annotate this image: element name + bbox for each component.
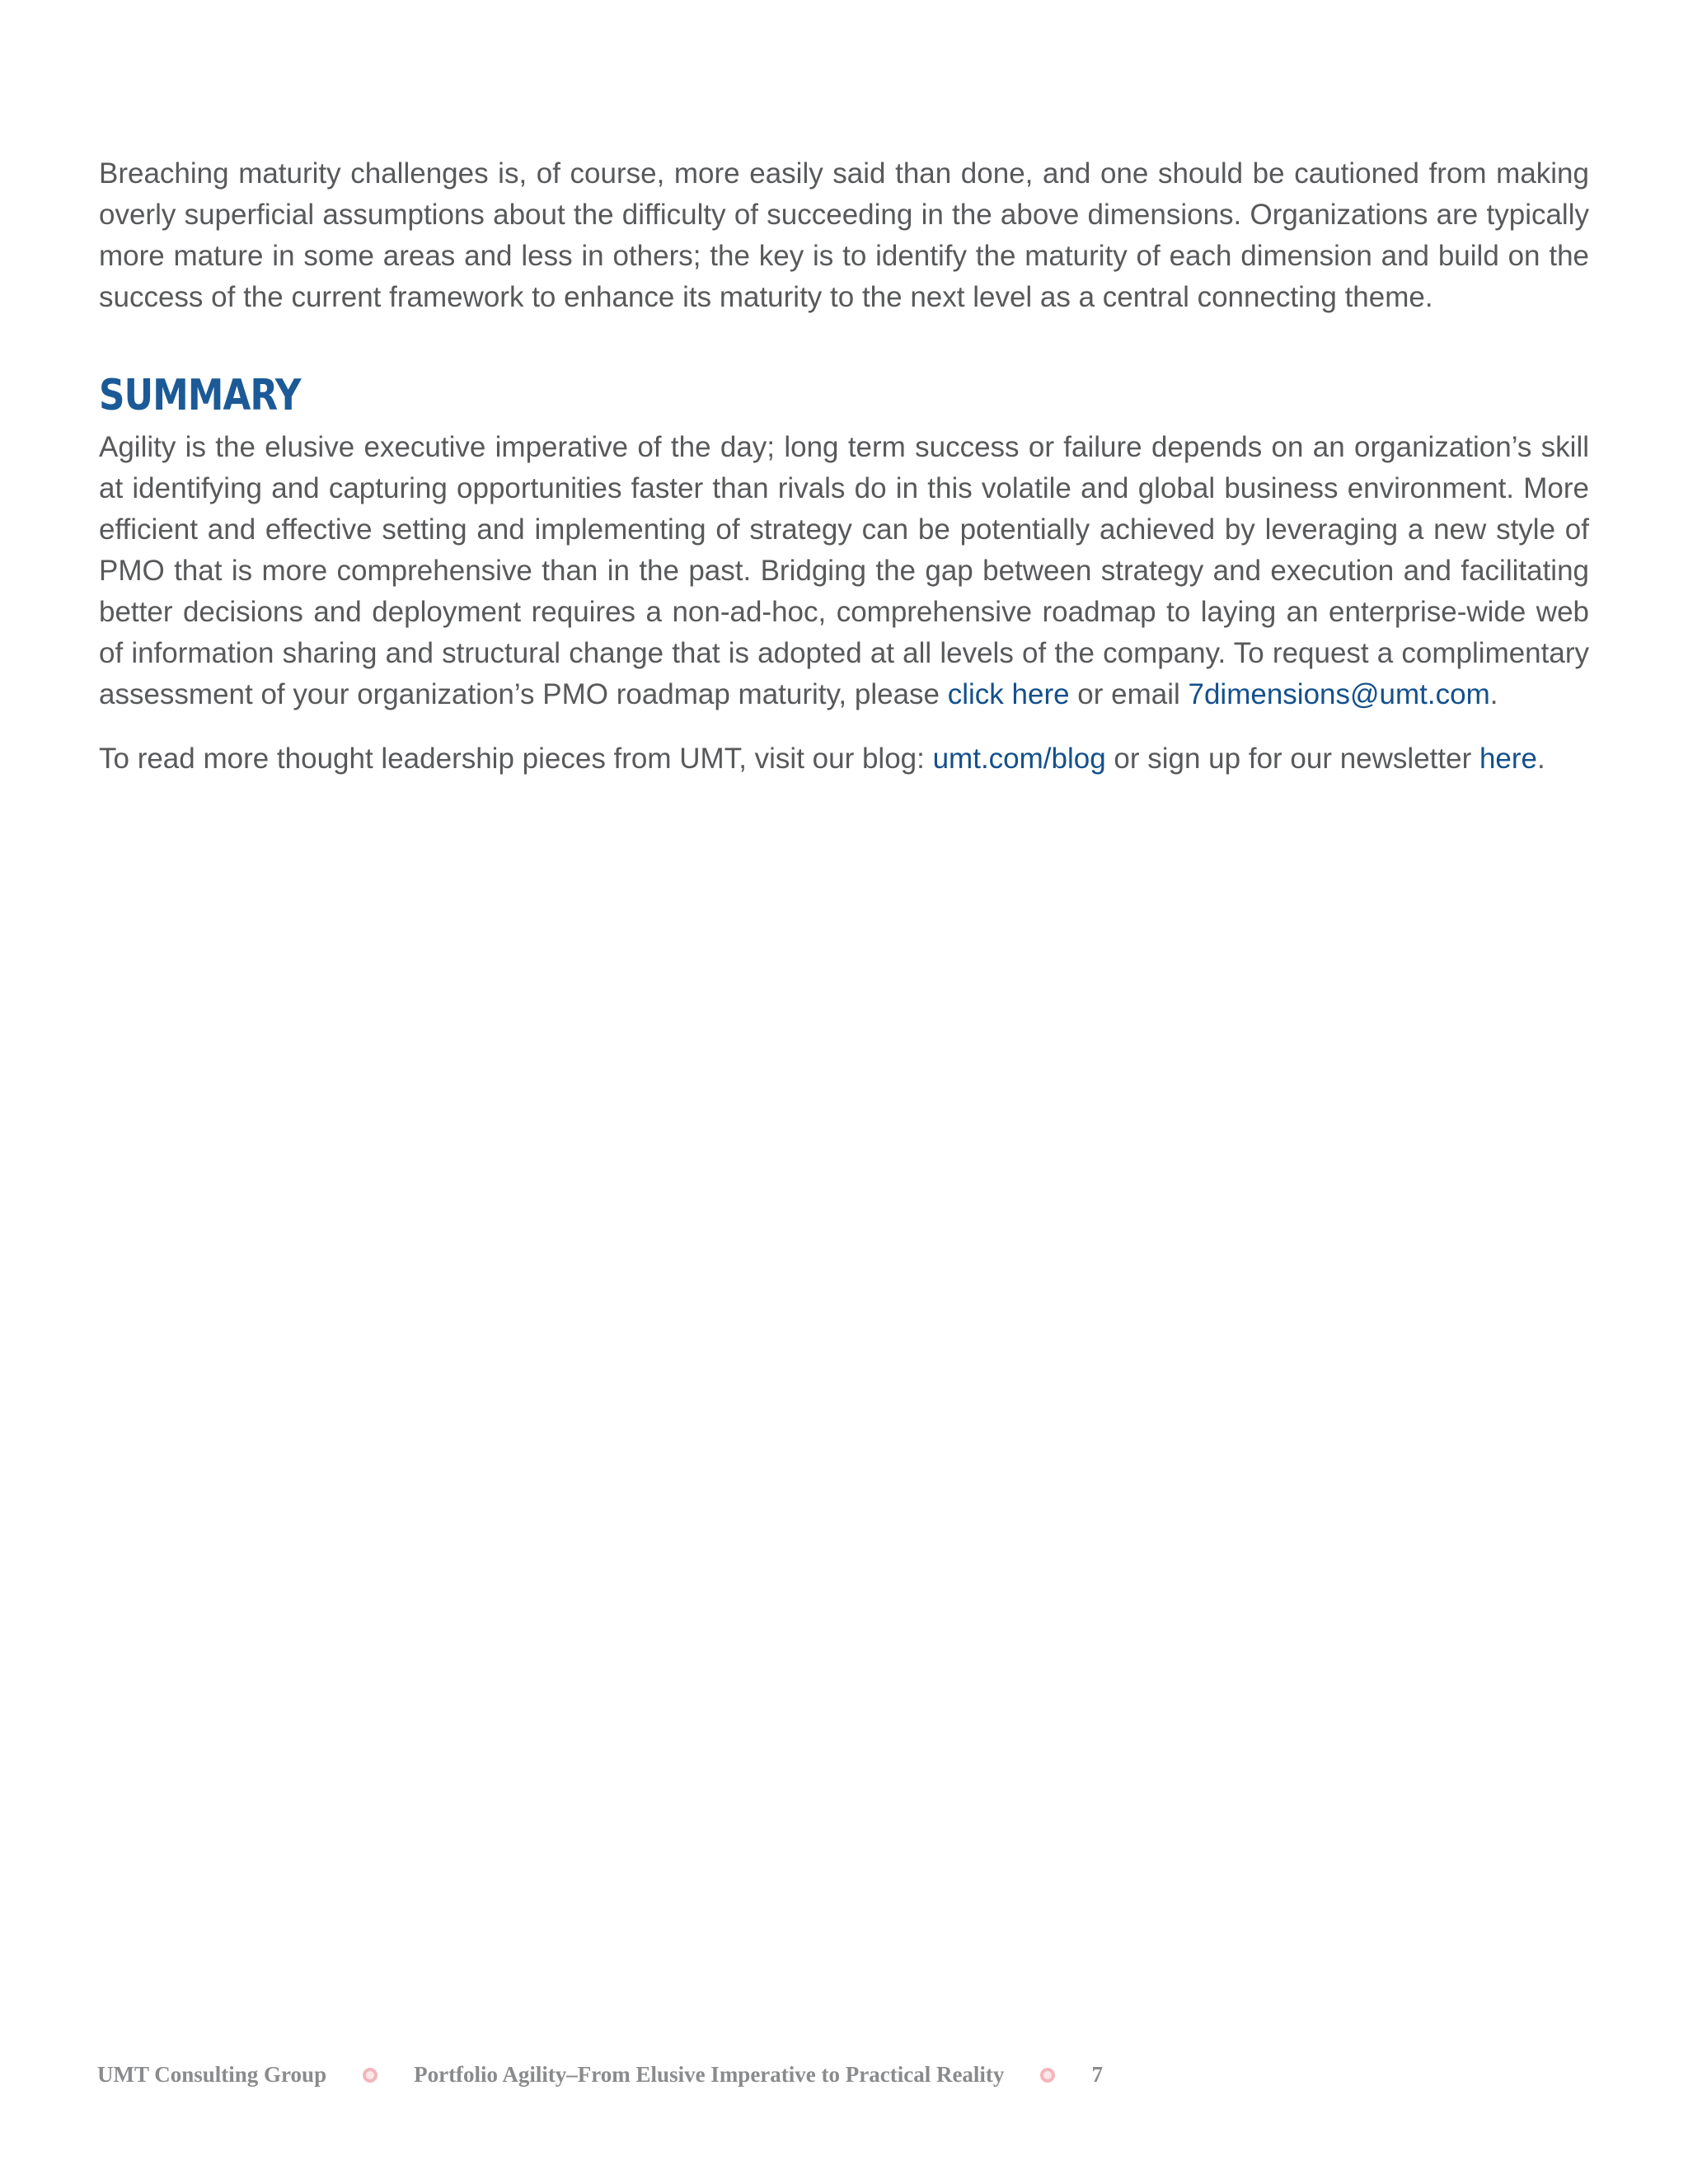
page-footer (97, 2062, 1103, 2088)
blog-paragraph (99, 738, 1589, 780)
footer-separator-dot-icon (1040, 2068, 1055, 2083)
footer-document-title: Portfolio Agility–From Elusive Imperative to Practical Reality (414, 2062, 1005, 2087)
email-link[interactable]: 7dimensions@umt.com (1188, 678, 1490, 710)
summary-text: Agility is the elusive executive imperative of the day; long term success or failure depends on an organization’s skill at identifying and capturing opportunities faster than rivals do in this volatile and global business environment. More efficient and effective setting and implementing of strategy can be potentially achieved by leveraging a new style of PMO that is more comprehensive than in the past. Bridging the gap between strategy and execution and facilitating better decisions and deployment requires a non-ad-hoc, comprehensive roadmap to laying an enterprise-wide web of information sharing and structural change that is adopted at all levels of the company. To request a complimentary assessment of your organization’s PMO roadmap maturity, please (99, 431, 1589, 710)
footer-page-number: 7 (1091, 2062, 1103, 2087)
blog-end-period: . (1537, 743, 1545, 775)
intro-paragraph: Breaching maturity challenges is, of course, more easily said than done, and one should be cautioned from making overly superficial assumptions about the difficulty of succeeding in the above dimensions. Organizations are typically more mature in some areas and less in others; the key is to identify the maturity of each dimension and build on the success of the current framework to enhance its maturity to the next level as a central connecting theme. (99, 157, 1589, 313)
click-here-link[interactable]: click here (947, 678, 1070, 710)
or-email-text: or email (1069, 678, 1189, 710)
summary-heading: SUMMARY (99, 371, 301, 420)
summary-end-period: . (1489, 678, 1498, 710)
summary-paragraph (99, 427, 1589, 715)
newsletter-text: or sign up for our newsletter (1105, 743, 1479, 775)
blog-link[interactable]: umt.com/blog (932, 743, 1106, 775)
page-content (99, 153, 1589, 780)
footer-separator-dot-icon (363, 2068, 377, 2083)
blog-text: To read more thought leadership pieces from UMT, visit our blog: (99, 743, 933, 775)
newsletter-link[interactable]: here (1479, 743, 1538, 775)
footer-company: UMT Consulting Group (97, 2062, 327, 2087)
